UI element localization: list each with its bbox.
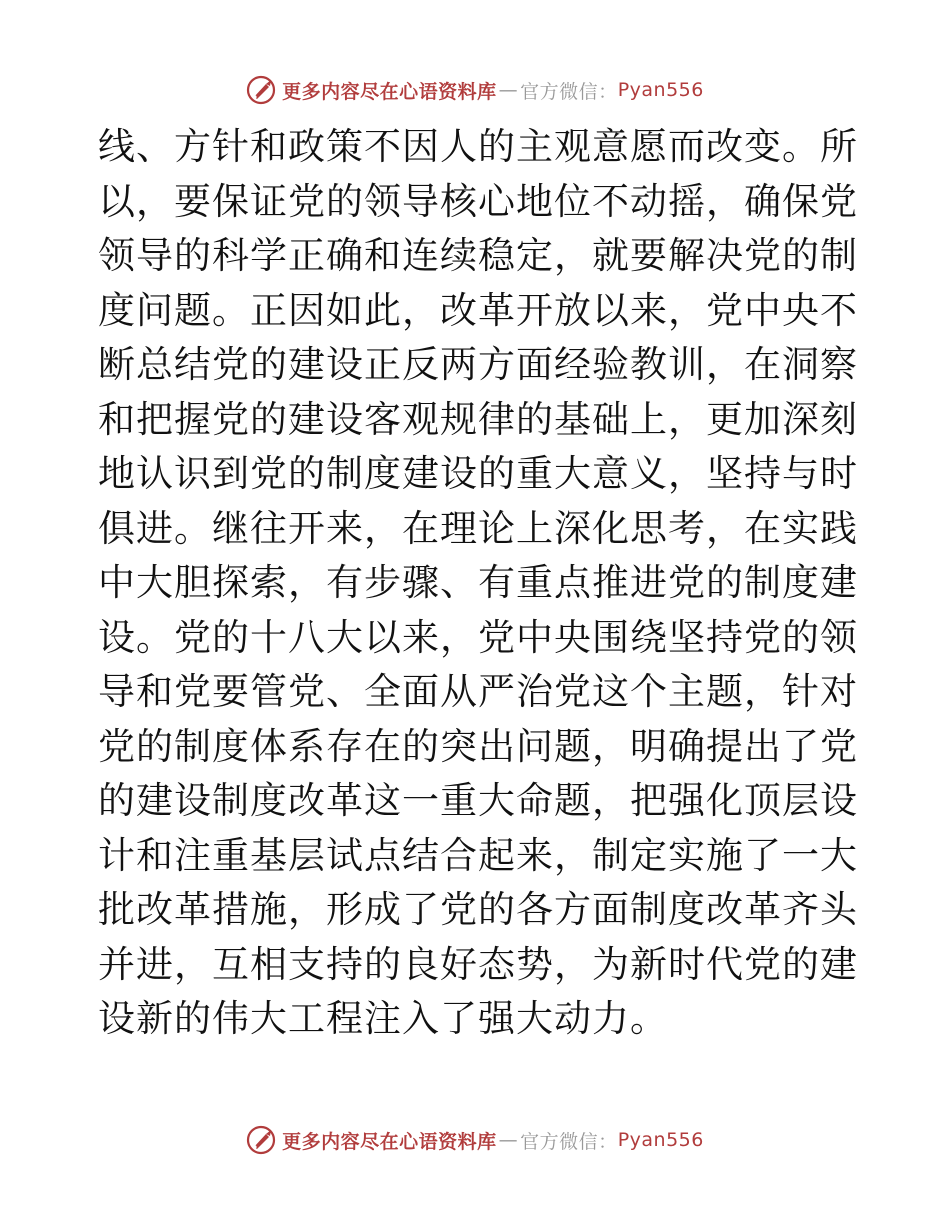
footer-brand-text: 更多内容尽在心语资料库 [282, 1130, 497, 1153]
header-wechat-label: 官方微信： [520, 80, 618, 103]
footer-wechat-id: Pyan556 [617, 1129, 704, 1151]
header-separator: — [498, 79, 519, 101]
header-wechat-id: Pyan556 [617, 79, 704, 101]
footer-separator: — [498, 1129, 519, 1151]
quill-pen-logo-icon [246, 75, 276, 105]
header-watermark [0, 70, 950, 110]
body-paragraph: 线、方针和政策不因人的主观意愿而改变。所以，要保证党的领导核心地位不动摇，确保党领导的科学正确和连续稳定，就要解决党的制度问题。正因如此，改革开放以来，党中央不断总结党的建设正反两方面经验教训，在洞察和把握党的建设客观规律的基础上，更加深刻地认识到党的制度建设的重大意义，坚持与时俱进。继往开来，在理论上深化思考，在实践中大胆探索，有步骤、有重点推进党的制度建设。党的十八大以来，党中央围绕坚持党的领导和党要管党、全面从严治党这个主题，针对党的制度体系存在的突出问题，明确提出了党的建设制度改革这一重大命题，把强化顶层设计和注重基层试点结合起来，制定实施了一大批改革措施，形成了党的各方面制度改革齐头并进，互相支持的良好态势，为新时代党的建设新的伟大工程注入了强大动力。 [98, 125, 858, 1040]
footer-watermark [0, 1120, 950, 1160]
header-brand-text: 更多内容尽在心语资料库 [282, 80, 497, 103]
footer-wechat-label: 官方微信： [520, 1130, 618, 1153]
quill-pen-logo-icon [246, 1125, 276, 1155]
